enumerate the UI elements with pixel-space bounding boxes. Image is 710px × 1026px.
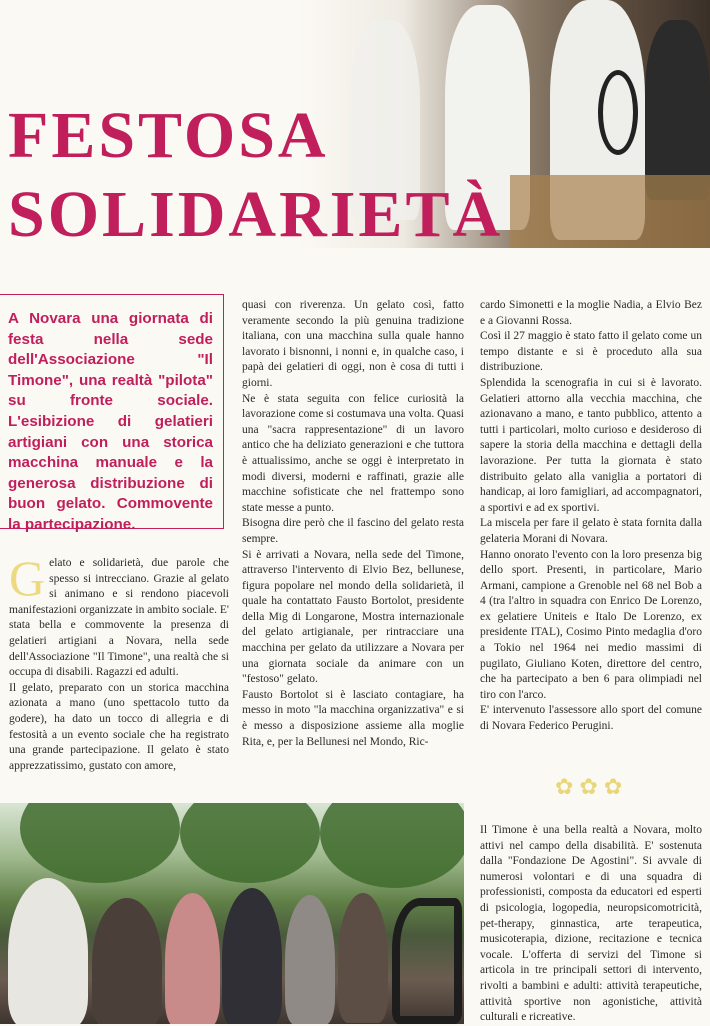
photo-figure xyxy=(222,888,282,1024)
article-paragraph: La miscela per fare il gelato è stata fornita dalla gelateria Morani di Novara. xyxy=(480,517,702,545)
photo-floor xyxy=(510,175,710,248)
article-paragraph: cardo Simonetti e la moglie Nadia, a Elvio Bez e a Giovanni Rossa. xyxy=(480,299,702,327)
photo-tree xyxy=(320,803,464,888)
photo-tree xyxy=(20,803,180,883)
photo-figure xyxy=(8,878,88,1024)
headline-line-2: SOLIDARIETÀ xyxy=(8,178,504,248)
lead-box xyxy=(0,294,224,533)
photo-tree xyxy=(180,803,320,883)
headline-line-1: FESTOSA xyxy=(8,99,329,172)
audience-photo xyxy=(0,803,464,1024)
article-paragraph: quasi con riverenza. Un gelato così, fatto veramente secondo la più genuina tradizione italiana, con una macchina sulla quale hanno lavorato i bisnonni, i nonni e, in qualche caso, i papà dei gelatieri di oggi, non è cosa di tutti i giorni. xyxy=(242,299,464,389)
article-paragraph: Si è arrivati a Novara, nella sede del Timone, attraverso l'intervento di Elvio Bez, bellunese, figura popolare nel mondo della solidarietà, il quale ha contattato Fausto Bortolot, presidente della Mig di Longarone, Mostra internazionale del gelato artigianale, per rintracciare una macchina per gelato da utilizzare a Novara per una giornata sociale da animare con un "festoso" gelato. xyxy=(242,548,464,686)
article-paragraph: Ne è stata seguita con felice curiosità la lavorazione come si costumava una volta. Quasi una "sacra rappresentazione" di un lavoro antico che ha deliziato generazioni e che tuttora è attualissimo, anche se oggi è interpretato in modi diversi, moderni e raffinati, grazie alle macchine sofisticate che nel frattempo sono state messe a punto. xyxy=(242,392,464,514)
photo-figure xyxy=(645,20,710,200)
machine-wheel xyxy=(598,70,638,155)
sidebar-column xyxy=(480,823,702,1026)
article-paragraph: E' intervenuto l'assessore allo sport del comune di Novara Federico Perugini. xyxy=(480,704,702,733)
photo-figure xyxy=(338,893,388,1023)
hero-photo-area xyxy=(0,0,710,248)
article-paragraph: Bisogna dire però che il fascino del gelato resta sempre. xyxy=(242,517,464,545)
decorative-flowers-icon: ✿✿✿ xyxy=(555,774,629,799)
article-column-3 xyxy=(480,298,702,735)
article-column-1 xyxy=(9,550,229,774)
article-paragraph: Hanno onorato l'evento con la loro presenza big dello sport. Presenti, in particolare, Mario Armani, campione a Grenoble nel 68 nel Bob a 4 (tra l'altro in squadra con Enrico De Lorenzo, ex gelatiere Uniteis e Italo De Lorenzo, ex presidente ITAL), Cosimo Pinto medaglia d'oro a Tokio nel 1964 nei medio massimi di pugilato, Giuliano Koten, direttore del centro, che ha partecipato a ben 6 para olimpiadi nel tiro con l'arco. xyxy=(480,548,702,701)
photo-figure xyxy=(285,895,335,1024)
lead-text: A Novara una giornata di festa nella sede dell'Associazione "Il Timone", una realtà "pilota" su fronte sociale. L'esibizione di gelatieri artigiani con una storica macchina manuale e la generosa distribuzione di buon gelato. Commovente la partecipazione. xyxy=(8,310,213,533)
photo-figure xyxy=(92,898,162,1024)
article-paragraph: Gelato e solidarietà, due parole che spesso si intrecciano. Grazie al gelato si animano e si rendono piacevoli manifestazioni organizzate in ambito sociale. E' stata bella e commovente la presenza di gelatieri artigiani a Novara, nella sede dell'Associazione "Il Timone", una realtà che si occupa di disabili. Ragazzi ed adulti. xyxy=(9,550,229,679)
article-column-2 xyxy=(242,298,464,750)
drop-cap: G xyxy=(9,550,46,606)
machine-wheel xyxy=(392,898,462,1024)
photo-figure xyxy=(165,893,220,1024)
article-paragraph: Il Timone è una bella realtà a Novara, molto attivi nel campo della disabilità. E' sostenuta dalla "Fondazione De Agostini". Si avvale di numerosi volontari e di una squadra di professionisti, composta da educatori ed esperti di psicologia, logopedia, neuropsicomotricità, pet-therapy, ginnastica, arte terapeutica, musicoterapia, dizione, recitazione e tecnica vocale. L'offerta di servizi del Timone si articola in tre principali settori di intervento, rivolti a bambini e adulti: attività terapeutiche, attività sportive non agonistiche, attività culturali e ricreative. xyxy=(480,824,702,1024)
article-paragraph: Il gelato, preparato con un storica macchina azionata a mano (uno spettacolo tutto da godere), ha dato un tocco di allegria e di festosità a un evento sociale che ha registrato una grande partecipazione. Il gelato è stato apprezzatissimo, gustato con amore, xyxy=(9,681,229,772)
article-paragraph: Splendida la scenografia in cui si è lavorato. Gelatieri attorno alla vecchia macchina, che azionavano a mano, e tanto pubblico, attento a tutti i particolari, molto curioso e desideroso di sapere la storia della macchina e dettagli della lavorazione. Per tutta la giornata è stato distribuito gelato alla vaniglia a portatori di handicap, ai loro famigliari, ad accompagnatori, a sportivi e ad ex sportivi. xyxy=(480,376,702,514)
article-paragraph: Fausto Bortolot si è lasciato contagiare, ha messo in moto "la macchina organizzativa" e si è messo a disposizione assieme alla moglie Rita, e, per la Bellunesi nel Mondo, Ric- xyxy=(242,688,464,748)
article-paragraph: Così il 27 maggio è stato fatto il gelato come un tempo distante e si è proceduto alla sua distribuzione. xyxy=(480,330,702,374)
